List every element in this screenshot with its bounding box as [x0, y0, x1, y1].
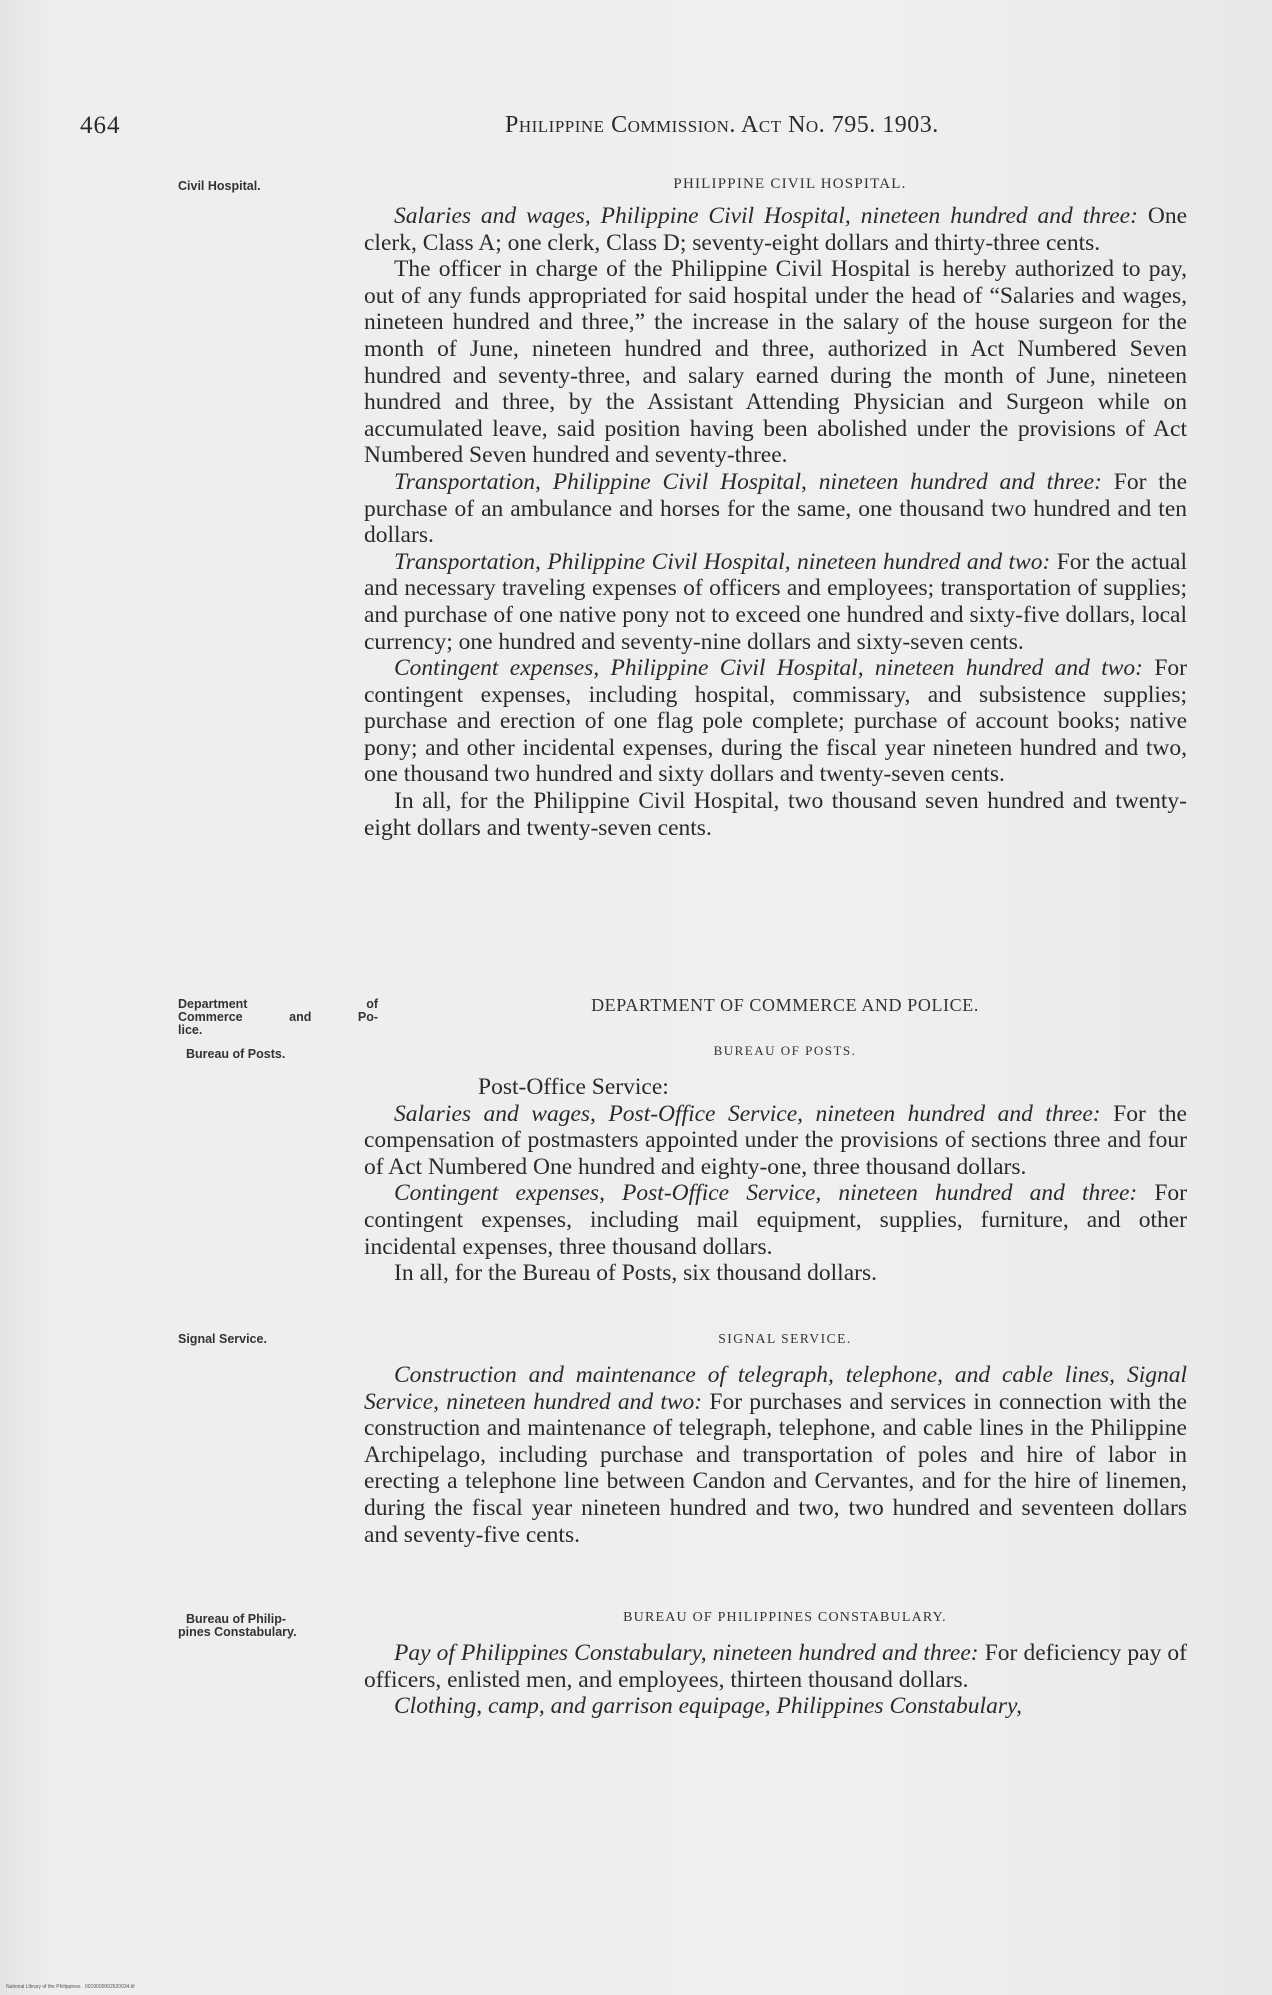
paragraph-lead: Contingent expenses, Philippine Civil Hospital, nineteen hundred and two:: [394, 655, 1143, 682]
paragraph-body: For contingent expenses, including mail equipment, supplies, furniture, and other incidental expenses, three thousand dollars.: [364, 1180, 1187, 1260]
running-head: [0, 112, 1272, 144]
margin-note-dept-line1: Department of: [178, 997, 378, 1011]
paragraph: [364, 549, 1187, 655]
paragraph: In all, for the Bureau of Posts, six thousand dollars.: [394, 1260, 877, 1287]
margin-note-constabulary: [178, 1613, 386, 1639]
paragraph-body: For the purchase of an ambulance and horses for the same, one thousand two hundred and ten dollars.: [364, 468, 1187, 549]
section-heading-bureau-of-posts: BUREAU OF POSTS.: [713, 1043, 857, 1058]
paragraph-body: For purchases and services in connection with the construction and maintenance of telegraph, telephone, and cable lines in the Philippine Archipelago, including purchase and transportation of poles and hire of labor in erecting a telephone line between Candon and Cervantes, and for the hire of linemen, during the fiscal year nineteen hundred and two, two hundred and seventeen dollars and seventy-five cents.: [364, 1388, 1187, 1548]
paragraph: [364, 203, 1187, 256]
paragraph: [364, 655, 1187, 788]
margin-note-department: [178, 998, 388, 1037]
paragraph-lead: Pay of Philippines Constabulary, nineteen hundred and three:: [394, 1640, 979, 1666]
paragraph-lead: Contingent expenses, Post-Office Service, nineteen hundred and three:: [394, 1180, 1138, 1207]
paragraph-lead: Clothing, camp, and garrison equipage, Philippines Constabulary,: [394, 1693, 1022, 1720]
paragraph-lead: Construction and maintenance of telegraph, telephone, and cable lines, Signal Service, nineteen hundred and two:: [364, 1362, 1187, 1415]
page-number: 464: [80, 112, 121, 139]
paragraph: [364, 1362, 1187, 1548]
paragraph-lead: Salaries and wages, Philippine Civil Hospital, nineteen hundred and three:: [394, 203, 1138, 229]
paragraph-body: For contingent expenses, including hospital, commissary, and subsistence supplies; purchase and erection of one flag pole complete; purchase of account books; native pony; and other incidental expenses, during the fiscal year nineteen hundred and two, one thousand two hundred and sixty dollars and twenty-seven cents.: [364, 655, 1187, 788]
margin-note-dept-line3: lice.: [178, 1023, 203, 1037]
section-bureau-of-posts: [364, 1074, 1187, 1287]
paragraph: The officer in charge of the Philippine Civil Hospital is hereby authorized to pay, out of any funds appropriated for said hospital under the head of “Salaries and wages, nineteen hundred and three,” the increase in the salary of the house surgeon for the month of June, nineteen hundred and three, authorized in Act Numbered Seven hundred and seventy-three, and salary earned during the month of June, nineteen hundred and three, by the Assistant Attending Physician and Surgeon while on accumulated leave, said position having been abolished under the provisions of Act Numbered Seven hundred and seventy-three.: [364, 256, 1187, 469]
margin-note-bureau-of-posts: Bureau of Posts.: [186, 1047, 286, 1061]
archive-stamp: National Library of the Philippines · 0019000002620034.tif: [6, 1984, 135, 1990]
paragraph-lead: Transportation, Philippine Civil Hospital, nineteen hundred and two:: [394, 548, 1051, 575]
paragraph: [364, 469, 1187, 549]
paragraph-body: One clerk, Class A; one clerk, Class D; seventy-eight dollars and thirty-three cents.: [364, 203, 1188, 256]
paragraph-body: For deficiency pay of officers, enlisted men, and employees, thirteen thousand dollars.: [364, 1640, 1187, 1693]
paragraph: [364, 1640, 1187, 1693]
section-heading-constabulary: BUREAU OF PHILIPPINES CONSTABULARY.: [623, 1610, 947, 1625]
paragraph: In all, for the Philippine Civil Hospital, two thousand seven hundred and twenty-eight dollars and twenty-seven cents.: [364, 788, 1187, 841]
margin-note-constab-line2: pines Constabulary.: [178, 1625, 297, 1639]
section-heading-civil-hospital: PHILIPPINE CIVIL HOSPITAL.: [673, 176, 907, 192]
section-heading-signal-service: SIGNAL SERVICE.: [718, 1331, 852, 1346]
margin-note-signal-service: Signal Service.: [178, 1332, 267, 1346]
section-signal-service: [364, 1362, 1187, 1548]
paragraph: [364, 1101, 1187, 1181]
paragraph-lead: Transportation, Philippine Civil Hospital, nineteen hundred and three:: [394, 468, 1102, 495]
paragraph-body: For the compensation of postmasters appointed under the provisions of sections three and four of Act Numbered One hundred and eighty-one, three thousand dollars.: [364, 1100, 1187, 1180]
section-constabulary: [364, 1640, 1187, 1720]
running-title: Philippine Commission. Act No. 795. 1903.: [505, 112, 939, 138]
post-office-label: Post-Office Service:: [478, 1074, 669, 1100]
paragraph: [364, 1180, 1187, 1260]
margin-note-dept-line2: Commerce and Po-: [178, 1010, 378, 1024]
section-heading-department: DEPARTMENT OF COMMERCE AND POLICE.: [591, 995, 979, 1015]
paragraph: [364, 1693, 1187, 1720]
paragraph-lead: Salaries and wages, Post-Office Service, nineteen hundred and three:: [394, 1100, 1101, 1127]
section-civil-hospital: [364, 203, 1187, 841]
margin-note-constab-line1: Bureau of Philip-: [186, 1612, 286, 1626]
margin-note-civil-hospital: Civil Hospital.: [178, 179, 261, 193]
paragraph-body: For the actual and necessary traveling expenses of officers and employees; transportation of supplies; and purchase of one native pony not to exceed one hundred and sixty-five dollars, local currency; one hundred and seventy-nine dollars and sixty-seven cents.: [364, 548, 1187, 655]
